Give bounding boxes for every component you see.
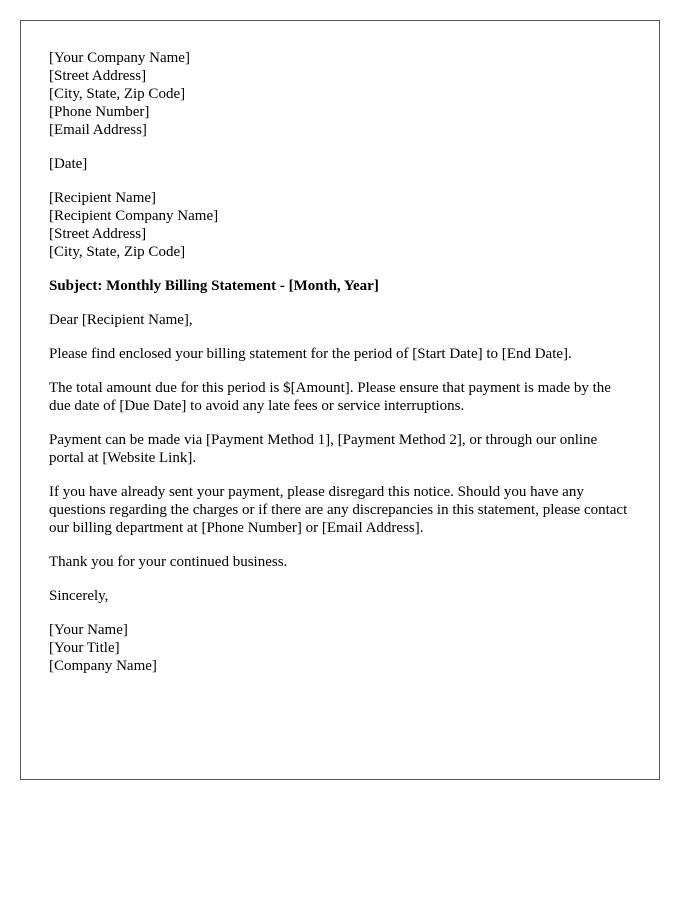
recipient-city-state-zip: [City, State, Zip Code]	[49, 244, 186, 260]
body-paragraph-thanks: Thank you for your continued business.	[49, 554, 288, 570]
body-paragraph-period: Please find enclosed your billing statement for the period of [Start Date] to [End Date].	[49, 346, 572, 362]
sender-city-state-zip: [City, State, Zip Code]	[49, 86, 186, 102]
signature-block	[49, 621, 631, 675]
body-paragraph-amount-due: The total amount due for this period is $[Amount]. Please ensure that payment is made by the due date of [Due Date] to avoid any late fees or service interruptions.	[49, 380, 611, 414]
body-paragraph-contact: If you have already sent your payment, please disregard this notice. Should you have any questions regarding the charges or if there are any discrepancies in this statement, please contact our billing department at [Phone Number] or [Email Address].	[49, 484, 628, 536]
recipient-address-block	[49, 189, 631, 261]
date-block	[49, 155, 631, 173]
salutation: Dear [Recipient Name],	[49, 312, 193, 328]
sender-company-name: [Your Company Name]	[49, 50, 190, 66]
sender-phone: [Phone Number]	[49, 104, 150, 120]
signature-company: [Company Name]	[49, 658, 157, 674]
sender-address-block	[49, 49, 631, 139]
signature-name: [Your Name]	[49, 622, 128, 638]
sender-street-address: [Street Address]	[49, 68, 147, 84]
letter-page	[20, 20, 660, 780]
body-paragraph-payment-methods: Payment can be made via [Payment Method 1], [Payment Method 2], or through our online portal at [Website Link].	[49, 432, 598, 466]
signature-title: [Your Title]	[49, 640, 120, 656]
closing: Sincerely,	[49, 588, 109, 604]
recipient-street-address: [Street Address]	[49, 226, 147, 242]
letter-date: [Date]	[49, 156, 88, 172]
recipient-name: [Recipient Name]	[49, 190, 157, 206]
sender-email: [Email Address]	[49, 122, 147, 138]
subject-line: Subject: Monthly Billing Statement - [Month, Year]	[49, 278, 379, 294]
recipient-company-name: [Recipient Company Name]	[49, 208, 219, 224]
